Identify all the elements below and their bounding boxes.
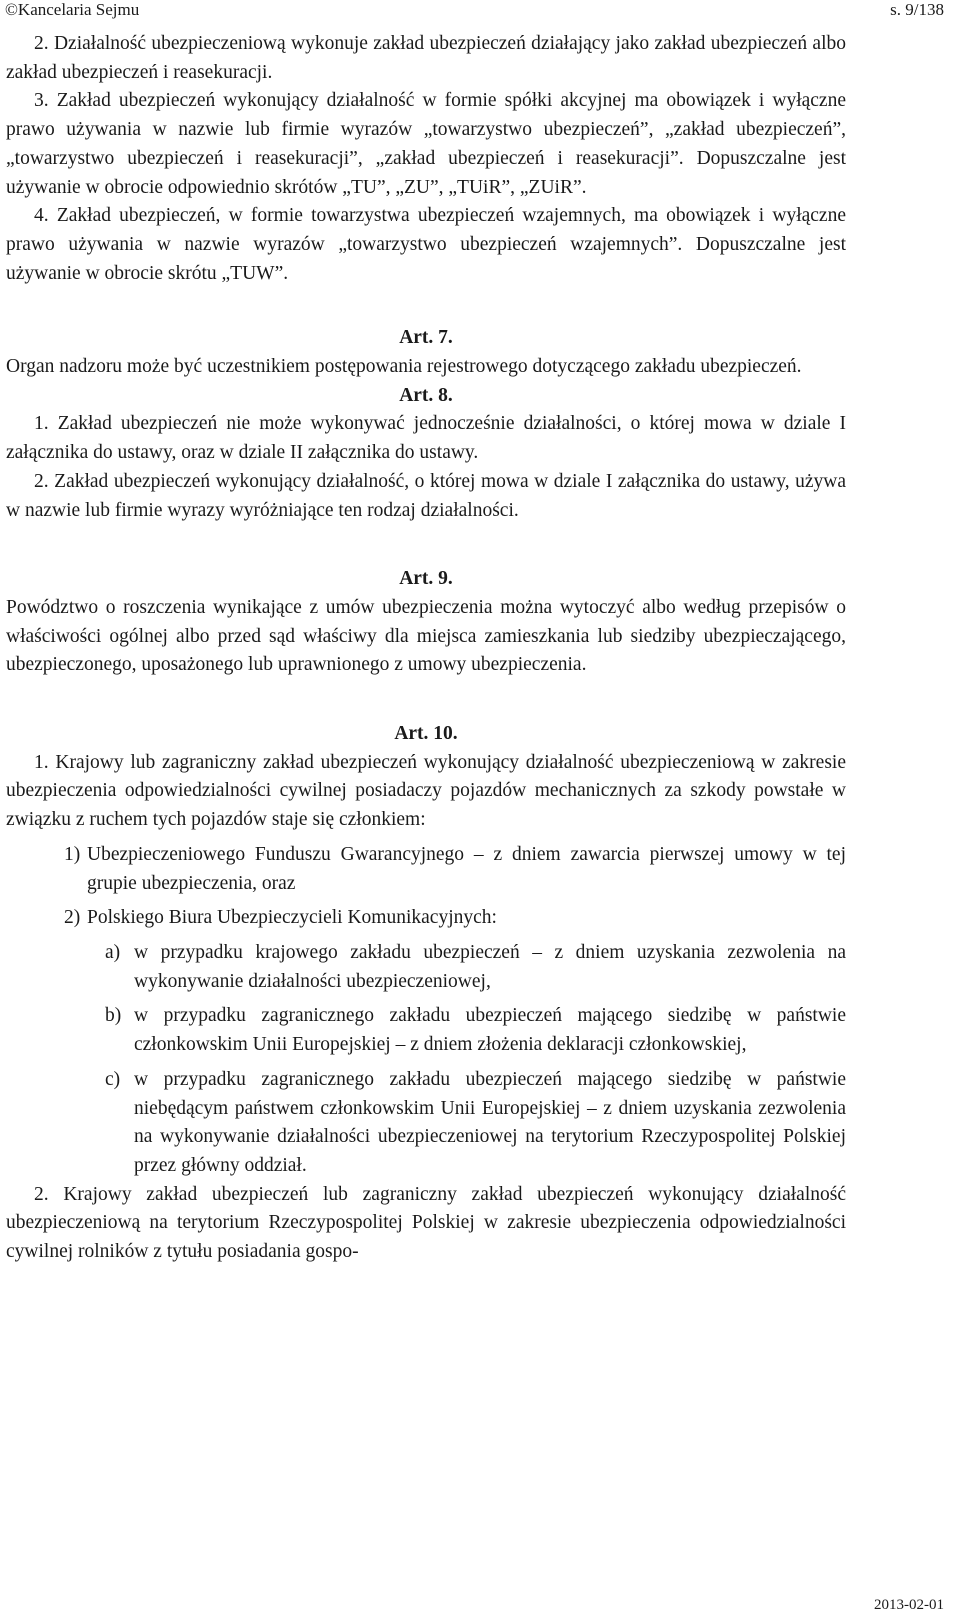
list-subitem-a (105, 939, 846, 996)
list-item-2-text: Polskiego Biura Ubezpieczycieli Komunikacyjnych: (87, 907, 497, 929)
list-subitem-a-letter: a) (105, 941, 121, 963)
list-subitem-b-letter: b) (105, 1005, 122, 1027)
article-10-paragraph-1: 1. Krajowy lub zagraniczny zakład ubezpieczeń wykonujący działalność ubezpieczeniową w zakresie ubezpieczenia odpowiedzialności cywilnej posiadaczy pojazdów mechanicznych za szkody powstałe w związku z ruchem tych pojazdów staje się członkiem: (6, 751, 846, 831)
article-7-text: Organ nadzoru może być uczestnikiem postępowania rejestrowego dotyczącego zakładu ubezpieczeń. (6, 356, 802, 378)
list-item-1-number: 1) (64, 843, 81, 865)
article-9-text: Powództwo o roszczenia wynikające z umów ubezpieczenia można wytoczyć albo według przepisów o właściwości ogólnej albo przed sąd właściwy dla miejsca zamieszkania lub siedziby ubezpieczającego, ubezpieczonego, uposażonego lub uprawnionego z umowy ubezpieczenia. (6, 596, 846, 676)
paragraph-3: 3. Zakład ubezpieczeń wykonujący działalność w formie spółki akcyjnej ma obowiązek i wyłączne prawo używania w nazwie lub firmie wyrazów „towarzystwo ubezpieczeń”, „zakład ubezpieczeń”, „towarzystwo ubezpieczeń i reasekuracji”, „zakład ubezpieczeń i reasekuracji”. Dopuszczalne jest używanie w obrocie odpowiednio skrótów „TU”, „ZU”, „TUiR”, „ZUiR”. (6, 90, 846, 198)
list-subitem-b (105, 1002, 846, 1059)
article-8-heading: Art. 8. (399, 384, 453, 406)
header-copyright: ©Kancelaria Sejmu (5, 0, 140, 19)
page-header (5, 0, 944, 20)
header-page-number: s. 9/138 (890, 0, 944, 19)
page-footer-date: 2013-02-01 (874, 1597, 944, 1613)
article-10-paragraph-2: 2. Krajowy zakład ubezpieczeń lub zagraniczny zakład ubezpieczeń wykonujący działalność ubezpieczeniową na terytorium Rzeczypospolitej Polskiej w zakresie ubezpieczenia odpowiedzialności cywilnej rolników z tytułu posiadania gospo- (6, 1183, 846, 1263)
paragraph-2: 2. Działalność ubezpieczeniową wykonuje zakład ubezpieczeń działający jako zakład ubezpieczeń albo zakład ubezpieczeń i reasekuracji. (6, 33, 846, 83)
list-subitem-c-letter: c) (105, 1068, 121, 1090)
article-9-heading: Art. 9. (399, 568, 453, 590)
document-body (6, 30, 846, 1267)
article-10-heading: Art. 10. (394, 723, 458, 745)
article-7-heading: Art. 7. (399, 327, 453, 349)
paragraph-4: 4. Zakład ubezpieczeń, w formie towarzystwa ubezpieczeń wzajemnych, ma obowiązek i wyłączne prawo używania w nazwie wyrazów „towarzystwo ubezpieczeń wzajemnych”. Dopuszczalne jest używanie w obrocie skrótu „TUW”. (6, 205, 846, 284)
article-8-paragraph-1: 1. Zakład ubezpieczeń nie może wykonywać jednocześnie działalności, o której mowa w dziale I załącznika do ustawy, oraz w dziale II załącznika do ustawy. (6, 413, 846, 464)
list-subitem-c (105, 1066, 846, 1181)
list-subitem-a-text: w przypadku krajowego zakładu ubezpieczeń – z dniem uzyskania zezwolenia na wykonywanie działalności ubezpieczeniowej, (134, 941, 846, 992)
article-8-paragraph-2: 2. Zakład ubezpieczeń wykonujący działalność, o której mowa w dziale I załącznika do ustawy, używa w nazwie lub firmie wyrazy wyróżniające ten rodzaj działalności. (6, 470, 846, 521)
list-item-1 (64, 841, 846, 898)
list-item-1-text: Ubezpieczeniowego Funduszu Gwarancyjnego – z dniem zawarcia pierwszej umowy w tej grupie ubezpieczenia, oraz (87, 843, 846, 894)
list-item-2 (64, 904, 846, 933)
list-item-2-number: 2) (64, 907, 81, 929)
list-subitem-b-text: w przypadku zagranicznego zakładu ubezpieczeń mającego siedzibę w państwie członkowskim Unii Europejskiej – z dniem złożenia deklaracji członkowskiej, (134, 1005, 846, 1056)
list-subitem-c-text: w przypadku zagranicznego zakładu ubezpieczeń mającego siedzibę w państwie niebędącym państwem członkowskim Unii Europejskiej – z dniem uzyskania zezwolenia na wykonywanie działalności ubezpieczeniowej na terytorium Rzeczypospolitej Polskiej przez główny oddział. (134, 1068, 846, 1176)
